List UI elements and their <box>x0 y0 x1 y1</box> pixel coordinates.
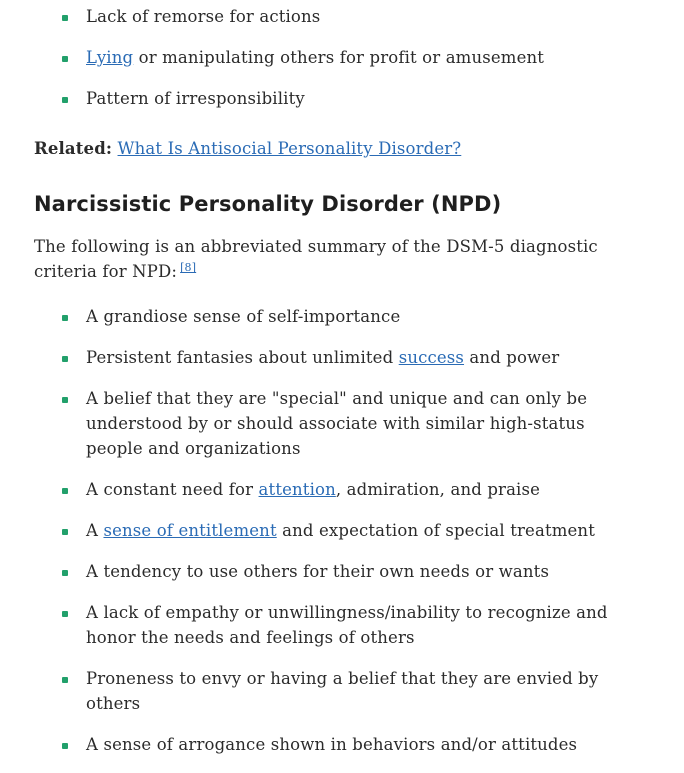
list-item-text: A constant need for <box>86 480 259 499</box>
list-item <box>34 559 644 584</box>
list-item-text: A grandiose sense of self-importance <box>86 307 401 326</box>
list-item <box>34 345 644 370</box>
related-article-link[interactable]: What Is Antisocial Personality Disorder? <box>117 139 462 158</box>
list-item <box>34 600 644 650</box>
sense-of-entitlement-link[interactable]: sense of entitlement <box>103 521 277 540</box>
attention-link[interactable]: attention <box>258 480 336 499</box>
list-item-text: , admiration, and praise <box>335 480 541 499</box>
list-item-text: and power <box>464 348 560 367</box>
bullet-icon <box>62 56 68 62</box>
list-item-text: A <box>86 521 104 540</box>
bullet-icon <box>62 315 68 321</box>
bullet-icon <box>62 570 68 576</box>
list-item <box>34 666 644 716</box>
list-item <box>34 86 644 111</box>
list-item <box>34 518 644 543</box>
bullet-icon <box>62 488 68 494</box>
section-heading-npd: Narcissistic Personality Disorder (NPD) <box>34 192 502 216</box>
bullet-icon <box>62 677 68 683</box>
article-content <box>34 0 644 773</box>
bullet-icon <box>62 97 68 103</box>
list-item-text: Pattern of irresponsibility <box>86 89 305 108</box>
list-item-text: A sense of arrogance shown in behaviors and/or attitudes <box>86 735 578 754</box>
success-link[interactable]: success <box>398 348 465 367</box>
list-item-text: Lack of remorse for actions <box>86 7 321 26</box>
related-article <box>34 136 644 161</box>
list-item-text: Persistent fantasies about unlimited <box>86 348 399 367</box>
bullet-icon <box>62 356 68 362</box>
citation-link[interactable]: [8] <box>180 261 197 274</box>
bullet-icon <box>62 15 68 21</box>
list-item <box>34 4 644 29</box>
list-item-text: A belief that they are "special" and unique and can only be understood by or should associate with similar high-status people and organizations <box>86 389 588 458</box>
list-item <box>34 732 644 757</box>
list-item-text: and expectation of special treatment <box>276 521 595 540</box>
lying-link[interactable]: Lying <box>86 48 134 67</box>
list-item-text: or manipulating others for profit or amusement <box>133 48 545 67</box>
list-item <box>34 477 644 502</box>
list-item <box>34 304 644 329</box>
list-item-text: Proneness to envy or having a belief that they are envied by others <box>86 669 599 713</box>
list-item-text: A lack of empathy or unwillingness/inability to recognize and honor the needs and feelings of others <box>86 603 608 647</box>
list-item <box>34 45 644 70</box>
npd-intro <box>34 234 644 284</box>
bullet-icon <box>62 611 68 617</box>
bullet-icon <box>62 743 68 749</box>
related-label: Related: <box>34 139 113 158</box>
list-item <box>34 386 644 461</box>
aspd-criteria-list <box>34 4 644 111</box>
bullet-icon <box>62 397 68 403</box>
list-item-text: A tendency to use others for their own needs or wants <box>86 562 550 581</box>
intro-text: The following is an abbreviated summary of the DSM-5 diagnostic criteria for NPD: <box>34 237 598 281</box>
bullet-icon <box>62 529 68 535</box>
npd-criteria-list <box>34 304 644 757</box>
